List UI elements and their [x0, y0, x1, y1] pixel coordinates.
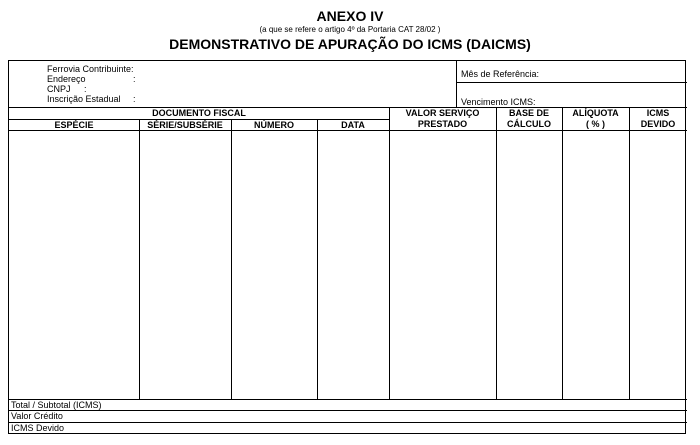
label-cnpj-sep: : — [84, 84, 87, 94]
header-icms-2: DEVIDO — [640, 119, 676, 129]
divider — [231, 119, 232, 399]
header-valor-1: VALOR SERVIÇO — [405, 108, 480, 118]
label-mes-referencia: Mês de Referência: — [461, 69, 540, 79]
header-base-1: BASE DE — [508, 108, 549, 118]
label-cnpj: CNPJ — [47, 84, 71, 94]
document-main-title: DEMONSTRATIVO DE APURAÇÃO DO ICMS (DAICMS) — [169, 36, 531, 52]
label-vencimento: Vencimento ICMS: — [461, 97, 536, 107]
header-aliquota-2: ( % ) — [586, 119, 605, 129]
label-endereco: Endereço — [47, 74, 86, 84]
header-numero: NÚMERO — [254, 120, 294, 130]
divider — [9, 422, 687, 423]
label-endereco-sep: : — [133, 74, 136, 84]
divider — [9, 399, 687, 400]
divider — [317, 119, 318, 399]
footer-valor-credito: Valor Crédito — [11, 411, 63, 421]
divider — [9, 130, 687, 131]
divider — [139, 119, 140, 399]
header-documento-fiscal: DOCUMENTO FISCAL — [152, 108, 246, 118]
header-serie: SÉRIE/SUBSÉRIE — [147, 120, 223, 130]
header-aliquota-1: ALÍQUOTA — [572, 108, 619, 118]
label-ferrovia: Ferrovia Contribuinte: — [47, 64, 134, 74]
header-especie: ESPÉCIE — [54, 120, 94, 130]
divider — [629, 107, 630, 399]
document-title: ANEXO IV — [316, 8, 384, 24]
header-base-2: CÁLCULO — [507, 119, 551, 129]
header-icms-1: ICMS — [646, 108, 670, 118]
footer-icms-devido: ICMS Devido — [11, 423, 65, 433]
footer-total: Total / Subtotal (ICMS) — [11, 400, 102, 410]
divider — [496, 107, 497, 399]
header-valor-2: PRESTADO — [417, 119, 468, 129]
label-inscricao: Inscrição Estadual — [47, 94, 121, 104]
divider — [456, 61, 457, 107]
divider — [9, 410, 687, 411]
label-inscricao-sep: : — [133, 94, 136, 104]
header-data: DATA — [341, 120, 365, 130]
form-frame — [8, 60, 686, 434]
divider — [389, 107, 390, 399]
divider — [562, 107, 563, 399]
document-subtitle: (a que se refere o artigo 4º da Portaria CAT 28/02 ) — [259, 25, 441, 34]
divider — [456, 82, 687, 83]
